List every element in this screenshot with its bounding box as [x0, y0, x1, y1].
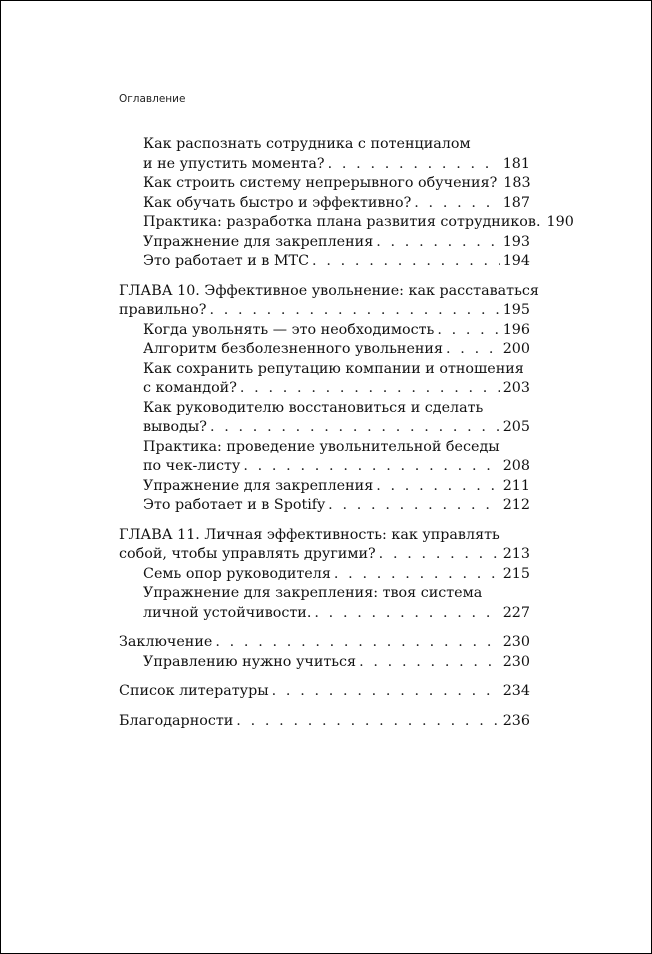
dot-leader	[328, 496, 500, 516]
toc-page-number: 234	[502, 683, 530, 699]
dot-leader	[414, 194, 499, 214]
dot-leader	[379, 545, 500, 565]
toc-page-number: 190	[546, 214, 574, 230]
toc-page-number: 193	[502, 233, 530, 250]
toc-subentry[interactable]	[119, 360, 530, 399]
toc-subentry[interactable]	[119, 213, 574, 233]
toc-subentry[interactable]	[119, 584, 530, 623]
toc-page-number: 181	[502, 155, 530, 172]
toc-subentry[interactable]	[119, 252, 530, 272]
toc-page-number: 203	[502, 380, 530, 396]
dot-leader	[376, 233, 499, 253]
toc-entry-title: Как руководителю восстановиться и сделать	[143, 399, 484, 416]
toc-page-number: 194	[502, 253, 530, 269]
toc-subentry[interactable]	[119, 438, 530, 477]
toc-entry-title: Упражнение для закрепления: твоя система	[143, 585, 483, 601]
toc-entry-title: с командой?	[143, 380, 237, 396]
toc-entry-title: Список литературы	[119, 683, 269, 699]
dot-leader	[376, 477, 499, 497]
toc-subentry[interactable]	[119, 496, 530, 516]
toc-entry[interactable]	[119, 526, 530, 565]
toc-page-number: 212	[502, 497, 530, 513]
toc-group	[119, 682, 530, 702]
dot-leader	[437, 321, 499, 341]
toc-page-number: 195	[502, 302, 530, 318]
dot-leader	[359, 653, 500, 673]
toc-entry-title: Практика: проведение увольнительной беседы	[143, 438, 500, 455]
toc-entry[interactable]	[119, 712, 530, 732]
toc-subentry[interactable]	[119, 321, 530, 341]
toc-subentry[interactable]	[119, 653, 530, 673]
toc-entry-title: Благодарности	[119, 712, 234, 729]
running-header: Оглавление	[119, 93, 186, 105]
toc-entry-title: ГЛАВА 10. Эффективное увольнение: как расставаться	[119, 282, 539, 299]
toc-entry[interactable]	[119, 633, 530, 653]
toc-entry[interactable]	[119, 282, 539, 321]
toc-page-number: 236	[502, 712, 530, 729]
toc-entry-title: и не упустить момента?	[143, 155, 325, 172]
toc-page-number: 208	[502, 458, 530, 474]
dot-leader	[446, 340, 500, 360]
toc-entry-title: Это работает и в Spotify	[143, 497, 326, 513]
toc-entry-title: Практика: разработка плана развития сотрудников.	[143, 214, 541, 230]
toc-page-number: 215	[502, 565, 530, 582]
table-of-contents	[119, 135, 574, 741]
toc-group	[119, 526, 530, 624]
dot-leader	[209, 301, 499, 321]
toc-entry-title: выводы?	[143, 419, 207, 435]
toc-page-number: 205	[502, 419, 530, 435]
toc-subentry[interactable]	[119, 174, 530, 194]
toc-subentry[interactable]	[119, 194, 530, 214]
toc-subentry[interactable]	[119, 340, 530, 360]
toc-page-number: 187	[502, 194, 530, 211]
toc-page-number: 200	[502, 341, 530, 357]
dot-leader	[314, 604, 499, 624]
toc-entry-title: Как строить систему непрерывного обучения?	[143, 175, 498, 191]
toc-subentry[interactable]	[119, 399, 530, 438]
toc-subentry[interactable]	[119, 565, 530, 585]
toc-entry-title: Когда увольнять — это необходимость	[143, 321, 435, 338]
dot-leader	[236, 712, 499, 732]
dot-leader	[243, 457, 499, 477]
toc-entry-title: Как обучать быстро и эффективно?	[143, 194, 412, 211]
toc-page-number: 213	[502, 546, 530, 562]
toc-entry-title: Алгоритм безболезненного увольнения	[143, 341, 443, 357]
toc-entry[interactable]	[119, 682, 530, 702]
toc-entry-title: Заключение	[119, 634, 213, 650]
toc-subentry[interactable]	[119, 233, 530, 253]
toc-subentry[interactable]	[119, 477, 530, 497]
toc-entry-title: правильно?	[119, 302, 207, 318]
dot-leader	[328, 155, 500, 175]
toc-page-number: 230	[502, 653, 530, 670]
toc-entry-title: Как распознать сотрудника с потенциалом	[143, 136, 471, 152]
dot-leader	[272, 682, 500, 702]
dot-leader	[240, 379, 500, 399]
toc-page-number: 211	[502, 477, 530, 494]
toc-page-number: 183	[503, 175, 531, 191]
toc-entry-title: личной устойчивости.	[143, 604, 312, 621]
dot-leader	[334, 565, 500, 585]
dot-leader	[210, 418, 500, 438]
toc-entry-title: ГЛАВА 11. Личная эффективность: как управлять	[119, 526, 500, 543]
toc-entry-title: Как сохранить репутацию компании и отношения	[143, 360, 524, 377]
toc-entry-title: Упражнение для закрепления	[143, 477, 374, 494]
toc-group	[119, 135, 574, 272]
toc-group	[119, 712, 530, 732]
toc-entry-title: Упражнение для закрепления	[143, 233, 374, 250]
toc-page-number: 230	[502, 634, 530, 650]
toc-entry-title: по чек-листу	[143, 458, 241, 474]
dot-leader	[312, 252, 500, 272]
dot-leader	[215, 633, 499, 653]
toc-entry-title: Управлению нужно учиться	[143, 653, 357, 670]
toc-entry-title: Это работает и в МТС	[143, 253, 310, 269]
toc-subentry[interactable]	[119, 135, 530, 174]
toc-group	[119, 633, 530, 672]
toc-page-number: 196	[502, 321, 530, 338]
toc-entry-title: Семь опор руководителя	[143, 565, 331, 582]
toc-page-number: 227	[502, 604, 530, 621]
toc-group	[119, 282, 539, 516]
toc-entry-title: собой, чтобы управлять другими?	[119, 546, 376, 562]
